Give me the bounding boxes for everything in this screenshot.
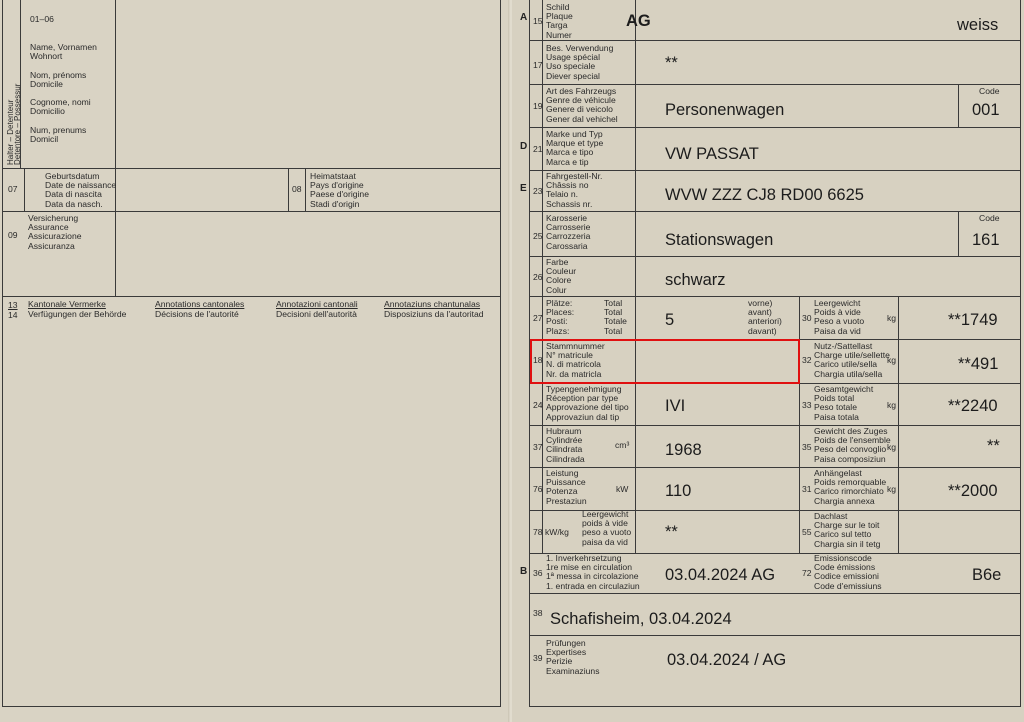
- plate-color: weiss: [957, 16, 999, 34]
- emission-value: B6e: [972, 566, 1002, 584]
- total-weight-labels: Gesamtgewicht Poids total Peso totale Paisa totala: [814, 384, 874, 422]
- plate-canton: AG: [626, 12, 651, 30]
- remarks-fr-1: Annotations cantonales: [155, 299, 245, 309]
- seats-total-labels: Total Total Totale Total: [604, 298, 627, 336]
- birth-labels: Geburtsdatum Date de naissance Data di nascita Data da nasch.: [45, 171, 117, 209]
- emission-labels: Emissionscode Code émissions Codice emissioni Code d'emissiuns: [814, 553, 882, 591]
- field-19: 19: [533, 101, 543, 111]
- body-value: Stationswagen: [665, 231, 774, 249]
- section-b: B: [520, 566, 528, 577]
- field-24: 24: [533, 400, 543, 410]
- remarks-rm-2: Disposiziuns da l'autoritad: [384, 309, 484, 319]
- field-01-06: 01–06: [30, 14, 54, 24]
- field-09: 09: [8, 230, 18, 240]
- place-date-value: Schafisheim, 03.04.2024: [550, 610, 732, 628]
- displacement-value: 1968: [665, 441, 702, 459]
- ratio-value: **: [665, 523, 678, 541]
- body-labels: Karosserie Carrosserie Carrozzeria Carossaria: [546, 213, 591, 251]
- empty-weight-labels: Leergewicht Poids à vide Peso a vuoto Paisa da vid: [814, 298, 865, 336]
- master-labels: Stammnummer N° matricule N. di matricola Nr. da matricla: [546, 341, 605, 379]
- kw-per-kg-unit: kW/kg: [545, 527, 569, 537]
- make-labels: Marke und Typ Marque et type Marca e tipo Marca e tip: [546, 129, 604, 167]
- field-23: 23: [533, 186, 543, 196]
- kg-unit: kg: [887, 400, 897, 410]
- trailer-labels: Anhängelast Poids remorquable Carico rimorchiato Chargia annexa: [814, 468, 887, 506]
- kg-unit: kg: [887, 313, 897, 323]
- type-labels: Art des Fahrzeugs Genre de véhicule Genere di veicolo Gener dal vehichel: [546, 86, 618, 124]
- kg-unit: kg: [887, 484, 897, 494]
- field-36: 36: [533, 568, 543, 578]
- remarks-it-2: Decisioni dell'autorità: [276, 309, 357, 319]
- body-code: 161: [972, 231, 1000, 249]
- field-72: 72: [802, 568, 812, 578]
- remarks-rm-1: Annotaziuns chantunalas: [384, 299, 481, 309]
- field-15: 15: [533, 16, 543, 26]
- special-value: **: [665, 54, 678, 72]
- field-27: 27: [533, 313, 543, 323]
- kg-unit: kg: [887, 442, 897, 452]
- field-14: 14: [8, 310, 18, 320]
- holder-vertical-label-2: Detentore – Possessur: [13, 83, 22, 165]
- kw-unit: kW: [616, 484, 629, 494]
- trailer-value: **2000: [948, 482, 998, 500]
- type-code: 001: [972, 101, 1000, 119]
- left-page: [0, 0, 510, 722]
- roof-labels: Dachlast Charge sur le toit Carico sul tetto Chargia sin il tetg: [814, 511, 881, 549]
- remarks-fr-2: Décisions de l'autorité: [155, 309, 239, 319]
- remarks-de-2: Verfügungen der Behörde: [28, 309, 127, 319]
- payload-value: **491: [958, 355, 999, 373]
- inspection-value: 03.04.2024 / AG: [667, 651, 787, 669]
- field-35: 35: [802, 442, 812, 452]
- color-labels: Farbe Couleur Colore Colur: [546, 257, 577, 295]
- holder-vertical-label: Halter – Detenteur: [6, 99, 15, 165]
- insurance-labels: Versicherung Assurance Assicurazione Assicuranza: [28, 213, 82, 251]
- field-17: 17: [533, 60, 543, 70]
- seats-value: 5: [665, 311, 675, 329]
- chassis-labels: Fahrgestell-Nr. Châssis no Telaio n. Schassis nr.: [546, 171, 603, 209]
- chassis-value: WVW ZZZ CJ8 RD00 6625: [665, 186, 864, 204]
- type-value: Personenwagen: [665, 101, 785, 119]
- field-07: 07: [8, 184, 18, 194]
- field-26: 26: [533, 272, 543, 282]
- remarks-de-1: Kantonale Vermerke: [28, 299, 106, 309]
- empty-weight-value: **1749: [948, 311, 998, 329]
- field-39: 39: [533, 653, 543, 663]
- field-33: 33: [802, 400, 812, 410]
- seats-labels: Plätze: Places: Posti: Plazs:: [546, 298, 575, 336]
- section-e: E: [520, 183, 527, 194]
- plate-labels: Schild Plaque Targa Numer: [546, 2, 573, 40]
- field-30: 30: [802, 313, 812, 323]
- kg-unit: kg: [887, 355, 897, 365]
- field-25: 25: [533, 231, 543, 241]
- approval-value: IVI: [665, 397, 686, 415]
- make-value: VW PASSAT: [665, 145, 759, 163]
- right-page: [512, 0, 1024, 722]
- first-registration-value: 03.04.2024 AG: [665, 566, 776, 584]
- field-38: 38: [533, 608, 543, 618]
- payload-labels: Nutz-/Sattellast Charge utile/sellette Carico utile/sella Chargia utila/sella: [814, 341, 890, 379]
- field-32: 32: [802, 355, 812, 365]
- field-37: 37: [533, 442, 543, 452]
- power-labels: Leistung Puissance Potenza Prestaziun: [546, 468, 587, 506]
- field-31: 31: [802, 484, 812, 494]
- special-labels: Bes. Verwendung Usage spécial Uso speciale Diever special: [546, 43, 614, 81]
- field-55: 55: [802, 527, 812, 537]
- displacement-labels: Hubraum Cylindrée Cilindrata Cilindrada: [546, 426, 585, 464]
- field-08: 08: [292, 184, 302, 194]
- ratio-labels: Leergewicht poids à vide peso a vuoto paisa da vid: [582, 509, 632, 547]
- seats-front-labels: vorne) avant) anteriori) davant): [748, 298, 782, 336]
- section-a: A: [520, 12, 528, 23]
- field-18: 18: [533, 355, 543, 365]
- field-76: 76: [533, 484, 543, 494]
- holder-labels: Name, Vornamen Wohnort Nom, prénoms Domicile Cognome, nomi Domicilio Num, prenums Domicil: [30, 42, 97, 145]
- first-registration-labels: 1. Inverkehrsetzung 1re mise en circulation 1ª messa in circolazione 1. entrada en circulaziun: [546, 553, 640, 591]
- field-21: 21: [533, 144, 543, 154]
- field-78: 78: [533, 527, 543, 537]
- inspection-labels: Prüfungen Expertises Perizie Examinaziuns: [546, 638, 600, 676]
- type-code-label: Code: [979, 86, 1000, 96]
- field-13: 13: [8, 300, 18, 310]
- approval-labels: Typengenehmigung Réception par type Approvazione del tipo Approvaziun dal tip: [546, 384, 629, 422]
- body-code-label: Code: [979, 213, 1000, 223]
- home-labels: Heimatstaat Pays d'origine Paese d'origine Stadi d'origin: [310, 171, 369, 209]
- train-weight-value: **: [987, 437, 1000, 455]
- power-value: 110: [665, 482, 692, 500]
- total-weight-value: **2240: [948, 397, 998, 415]
- remarks-it-1: Annotazioni cantonali: [276, 299, 358, 309]
- train-weight-labels: Gewicht des Zuges Poids de l'ensemble Peso del convoglio Paisa composiziun: [814, 426, 891, 464]
- color-value: schwarz: [665, 271, 726, 289]
- cm3-unit: cm³: [615, 440, 630, 450]
- section-d: D: [520, 141, 528, 152]
